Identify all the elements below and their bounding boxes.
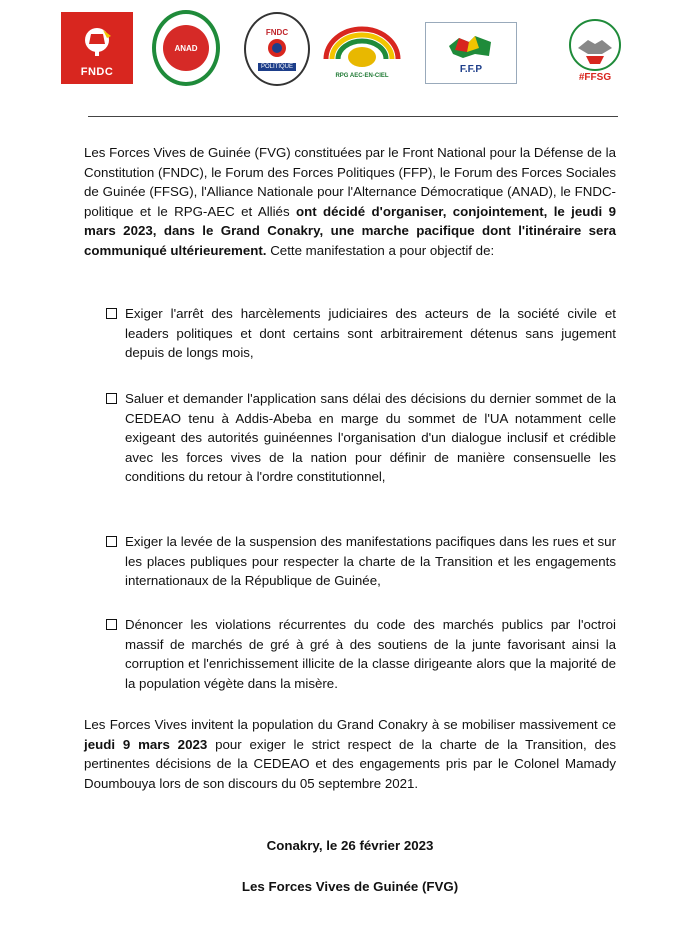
globe-icon [263, 37, 291, 59]
objective-item [106, 532, 616, 591]
intro-paragraph [84, 143, 616, 261]
fist-icon [77, 26, 117, 60]
ffp-logo [425, 22, 517, 84]
checkbox-icon [106, 536, 117, 547]
intro-text-start: Les Forces Vives de Guinée (FVG) constituées par le Front National pour la Défense de la Constitution (FNDC), le Forum des Forces Politiques (FFP), le Forum des Forces Sociales de Guinée (FFSG), l'Alliance Nationale pour l'Alternance Démocratique (ANAD), le FNDC-politique et le RPG-AEC et Alliés [84, 145, 616, 219]
logos-header [0, 8, 700, 90]
fndc-politique-logo [244, 12, 310, 86]
objective-item [106, 615, 616, 693]
fndc-logo [61, 12, 133, 84]
fndc-politique-logo-label: FNDC [265, 27, 289, 37]
handshake-icon [564, 18, 626, 72]
rainbow-icon [320, 19, 404, 71]
checkbox-icon [106, 393, 117, 404]
intro-text-bold: ont décidé d'organiser, conjointement, le jeudi 9 mars 2023, dans le Grand Conakry, une marche pacifique dont l'itinéraire sera communiqué ultérieurement. [84, 203, 616, 258]
header-divider [88, 116, 618, 117]
objective-item [106, 304, 616, 363]
objective-text: Dénoncer les violations récurrentes du code des marchés publics par l'octroi massif de marchés de gré à gré à des soutiens de la junte favorisant ainsi la corruption et l'enrichissement illicite de la classe dirigeante alors que la majorité de la population végète dans la misère. [125, 617, 616, 691]
rpg-logo [320, 14, 404, 84]
anad-logo [152, 10, 220, 86]
rpg-logo-label: RPG AEC-EN-CIEL [335, 73, 389, 79]
closing-paragraph [84, 715, 616, 793]
objective-text: Saluer et demander l'application sans délai des décisions du dernier sommet de la CEDEAO tenu à Addis-Abeba en marge du sommet de l'UA notamment celle exigeant des autorités guinéennes l'organisation d'un dialogue inclusif et crédible avec les forces vives de la nation pour définir de manière consensuelle les conditions du retour à l'ordre constitutionnel, [125, 391, 616, 485]
ffsg-logo-label: #FFSG [578, 71, 612, 83]
objective-item [106, 389, 616, 487]
signature-organization: Les Forces Vives de Guinée (FVG) [241, 879, 459, 894]
ffsg-logo [555, 10, 635, 90]
closing-text-bold: jeudi 9 mars 2023 [84, 736, 208, 752]
objective-text: Exiger la levée de la suspension des manifestations pacifiques dans les rues et sur les places publiques pour respecter la charte de la Transition et les engagements internationaux de la République de Guinée, [125, 534, 616, 589]
anad-logo-center [163, 25, 209, 71]
checkbox-icon [106, 619, 117, 630]
checkbox-icon [106, 308, 117, 319]
intro-text-end: Cette manifestation a pour objectif de: [266, 242, 495, 258]
guinea-map-icon [445, 32, 497, 62]
fndc-politique-logo-sublabel: POLITIQUE [258, 63, 296, 71]
objective-text: Exiger l'arrêt des harcèlements judiciaires des acteurs de la société civile et leaders politiques et dont certains sont arbitrairement détenus sans jugement depuis de longs mois, [125, 306, 616, 361]
signature-date: Conakry, le 26 février 2023 [266, 838, 434, 853]
anad-logo-label: ANAD [174, 43, 198, 53]
closing-text-start: Les Forces Vives invitent la population du Grand Conakry à se mobiliser massivement ce [84, 717, 616, 732]
closing-text-end: pour exiger le strict respect de la charte de la Transition, des pertinentes décisions de la CEDEAO et des engagements pris par le Colonel Mamady Doumbouya lors de son discours du 05 septembre 2021. [84, 736, 617, 791]
ffp-logo-label: F.F.P [459, 63, 483, 75]
fndc-logo-label: FNDC [80, 66, 114, 78]
